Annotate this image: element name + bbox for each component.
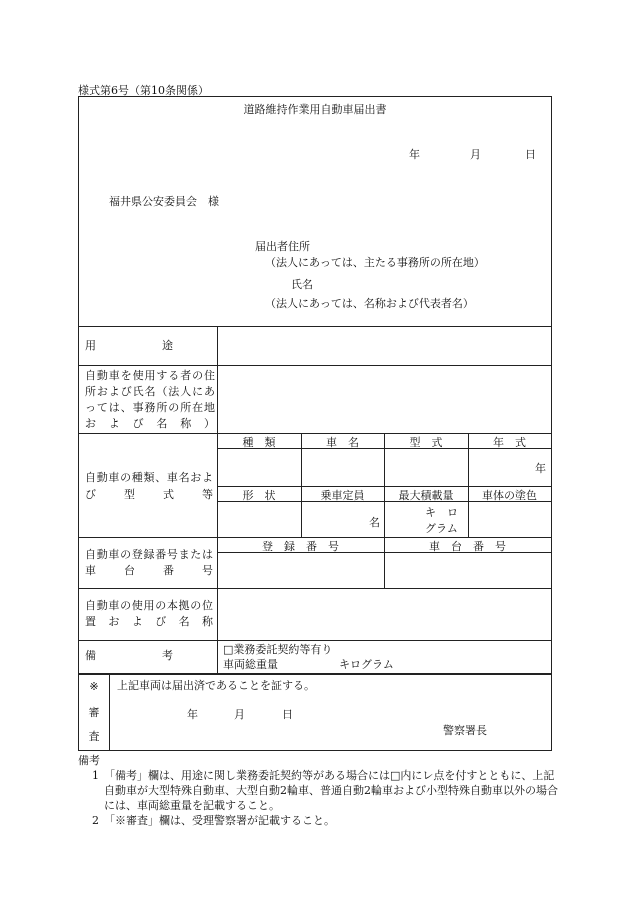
note-number: 1 <box>92 769 99 782</box>
remarks-checkbox-text: □業務委託契約等有り <box>223 643 333 656</box>
date-year: 年 <box>409 148 420 161</box>
note-text: 「備考」欄は、用途に関し業務委託契約等がある場合には□内にレ点を付すとともに、上記自動車が大型特殊自動車、大型自動2輪車、普通自動2輪車および小型特殊自動車以外の場合には、車両総重量を記載すること。 <box>104 769 558 812</box>
applicant-address-note: （法人にあっては、主たる事務所の所在地） <box>265 256 485 269</box>
form-box <box>78 96 552 751</box>
applicant-address-label: 届出者住所 <box>255 240 310 253</box>
header-max-load: 最大積載量 <box>398 489 454 502</box>
inspection-mark: ※ <box>89 680 99 693</box>
applicant-name-label: 氏名 <box>291 278 313 291</box>
notes <box>78 753 558 828</box>
header-model: 型 式 <box>409 436 443 449</box>
note-text: 「※審査」欄は、受理警察署が記載すること。 <box>104 814 335 827</box>
unit-kilogram-1: キ ロ <box>425 506 458 519</box>
label-location: 自動車の使用の本拠の位置および名称 <box>85 599 213 628</box>
header-reg-number: 登 録 番 号 <box>262 540 339 553</box>
label-remarks: 備 考 <box>85 649 173 662</box>
inspection-label-1: 審 <box>88 706 100 719</box>
header-year-model: 年 式 <box>493 436 526 449</box>
inspection-year: 年 <box>187 708 198 721</box>
unit-year: 年 <box>535 462 546 475</box>
unit-kilogram-2: グラム <box>425 522 458 535</box>
header-type: 種 類 <box>242 436 276 449</box>
label-registration: 自動車の登録番号または車台番号 <box>85 548 213 577</box>
unit-persons: 名 <box>369 516 380 529</box>
inspection-month: 月 <box>234 708 245 721</box>
form-title: 道路維持作業用自動車届出書 <box>243 103 387 116</box>
label-vehicle-type: 自動車の種類、車名および型式等 <box>85 471 213 501</box>
addressee: 福井県公安委員会 様 <box>109 195 219 208</box>
note-item-1 <box>78 768 558 813</box>
header-capacity: 乗車定員 <box>320 489 365 502</box>
label-user-info: 自動車を使用する者の住所および氏名（法人にあっては、事務所の所在地および名称） <box>85 369 215 430</box>
header-shape: 形 状 <box>242 489 276 502</box>
inspection-certify-text: 上記車両は届出済であることを証する。 <box>117 679 315 692</box>
inspection-label-2: 査 <box>88 730 100 743</box>
note-number: 2 <box>92 814 99 827</box>
notes-heading: 備考 <box>78 754 100 767</box>
applicant-name-note: （法人にあっては、名称および代表者名） <box>265 297 474 310</box>
label-usage: 用 途 <box>85 339 173 352</box>
inspection-day: 日 <box>282 708 293 721</box>
remarks-gross-weight-unit: キログラム <box>339 658 394 671</box>
date-day: 日 <box>525 148 536 161</box>
remarks-gross-weight-label: 車両総重量 <box>223 658 278 671</box>
header-car-name: 車 名 <box>326 436 359 449</box>
note-item-2 <box>78 813 558 828</box>
header-chassis-number: 車 台 番 号 <box>429 540 506 553</box>
inspection-chief: 警察署長 <box>443 724 487 737</box>
header-color: 車体の塗色 <box>482 489 537 502</box>
form-number: 様式第6号（第10条関係） <box>78 84 209 97</box>
date-month: 月 <box>470 148 481 161</box>
